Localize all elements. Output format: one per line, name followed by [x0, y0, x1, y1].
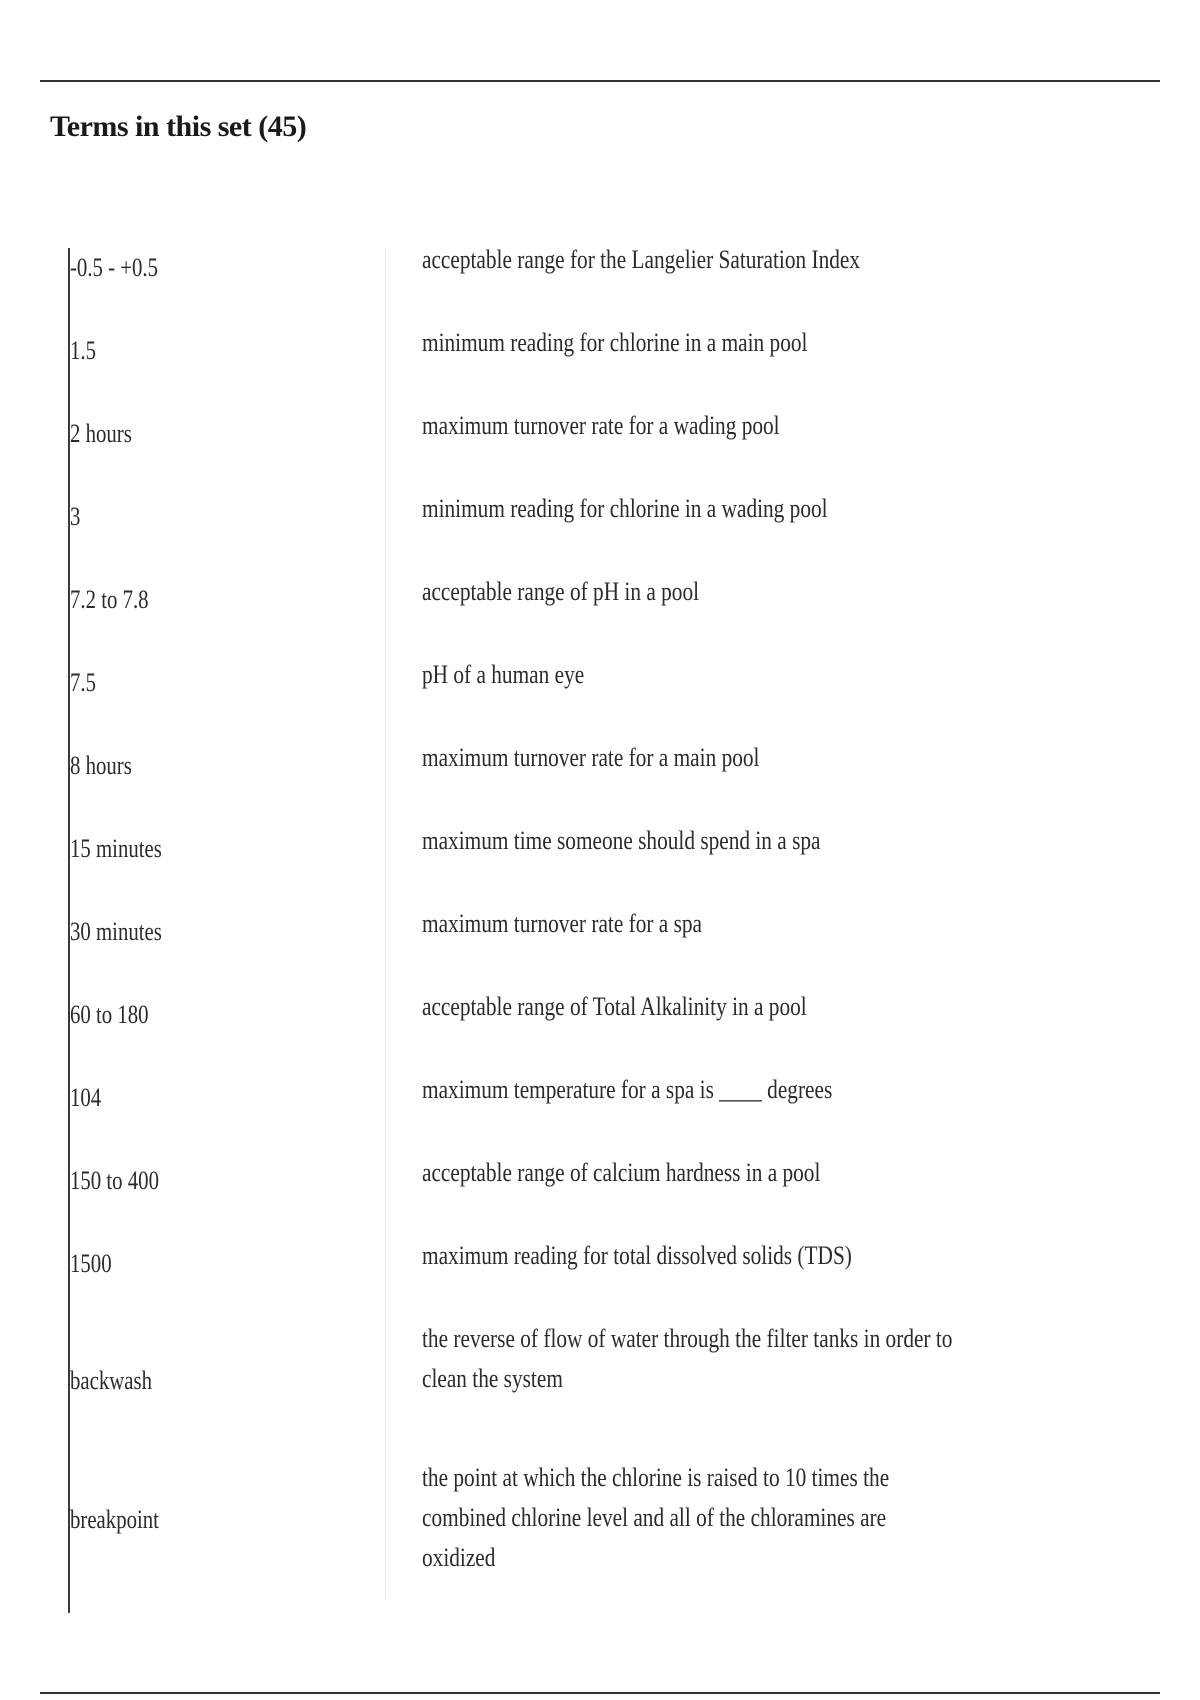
term-text: 1.5 — [70, 336, 96, 365]
term-text: 3 — [70, 502, 81, 531]
term-text: 104 — [70, 1083, 102, 1112]
term-text: 30 minutes — [70, 917, 162, 946]
terms-heading: Terms in this set (45) — [50, 110, 307, 143]
term-text: -0.5 - +0.5 — [70, 253, 158, 282]
term-text: backwash — [70, 1366, 153, 1395]
term-definition: maximum turnover rate for a wading pool — [422, 411, 780, 440]
top-divider — [40, 80, 1160, 82]
column-divider — [385, 248, 386, 1598]
term-definition: acceptable range for the Langelier Saturation Index — [422, 245, 861, 274]
term-definition: minimum reading for chlorine in a main pool — [422, 328, 808, 357]
term-list — [68, 245, 1010, 1613]
term-definition: acceptable range of Total Alkalinity in a pool — [422, 992, 807, 1021]
term-text: 2 hours — [70, 419, 132, 448]
term-definition: acceptable range of pH in a pool — [422, 577, 700, 606]
bottom-divider — [40, 1692, 1160, 1694]
term-text: 1500 — [70, 1249, 112, 1278]
term-text: 15 minutes — [70, 834, 162, 863]
term-definition: the reverse of flow of water through the filter tanks in order to clean the system — [422, 1324, 953, 1393]
term-definition: maximum turnover rate for a spa — [422, 909, 703, 938]
term-definition: maximum temperature for a spa is ____ degrees — [422, 1075, 833, 1104]
term-text: 8 hours — [70, 751, 132, 780]
term-definition: minimum reading for chlorine in a wading pool — [422, 494, 828, 523]
term-definition: maximum turnover rate for a main pool — [422, 743, 760, 772]
term-definition: pH of a human eye — [422, 660, 585, 689]
term-text: 7.2 to 7.8 — [70, 585, 149, 614]
term-text: 150 to 400 — [70, 1166, 159, 1195]
term-definition: the point at which the chlorine is raised to 10 times the combined chlorine level and all of the chloramines are oxidized — [422, 1463, 890, 1572]
term-text: 60 to 180 — [70, 1000, 149, 1029]
term-text: 7.5 — [70, 668, 96, 697]
term-definition: maximum reading for total dissolved solids (TDS) — [422, 1241, 852, 1270]
term-text: breakpoint — [70, 1505, 159, 1534]
term-definition: acceptable range of calcium hardness in a pool — [422, 1158, 821, 1187]
term-definition: maximum time someone should spend in a spa — [422, 826, 821, 855]
